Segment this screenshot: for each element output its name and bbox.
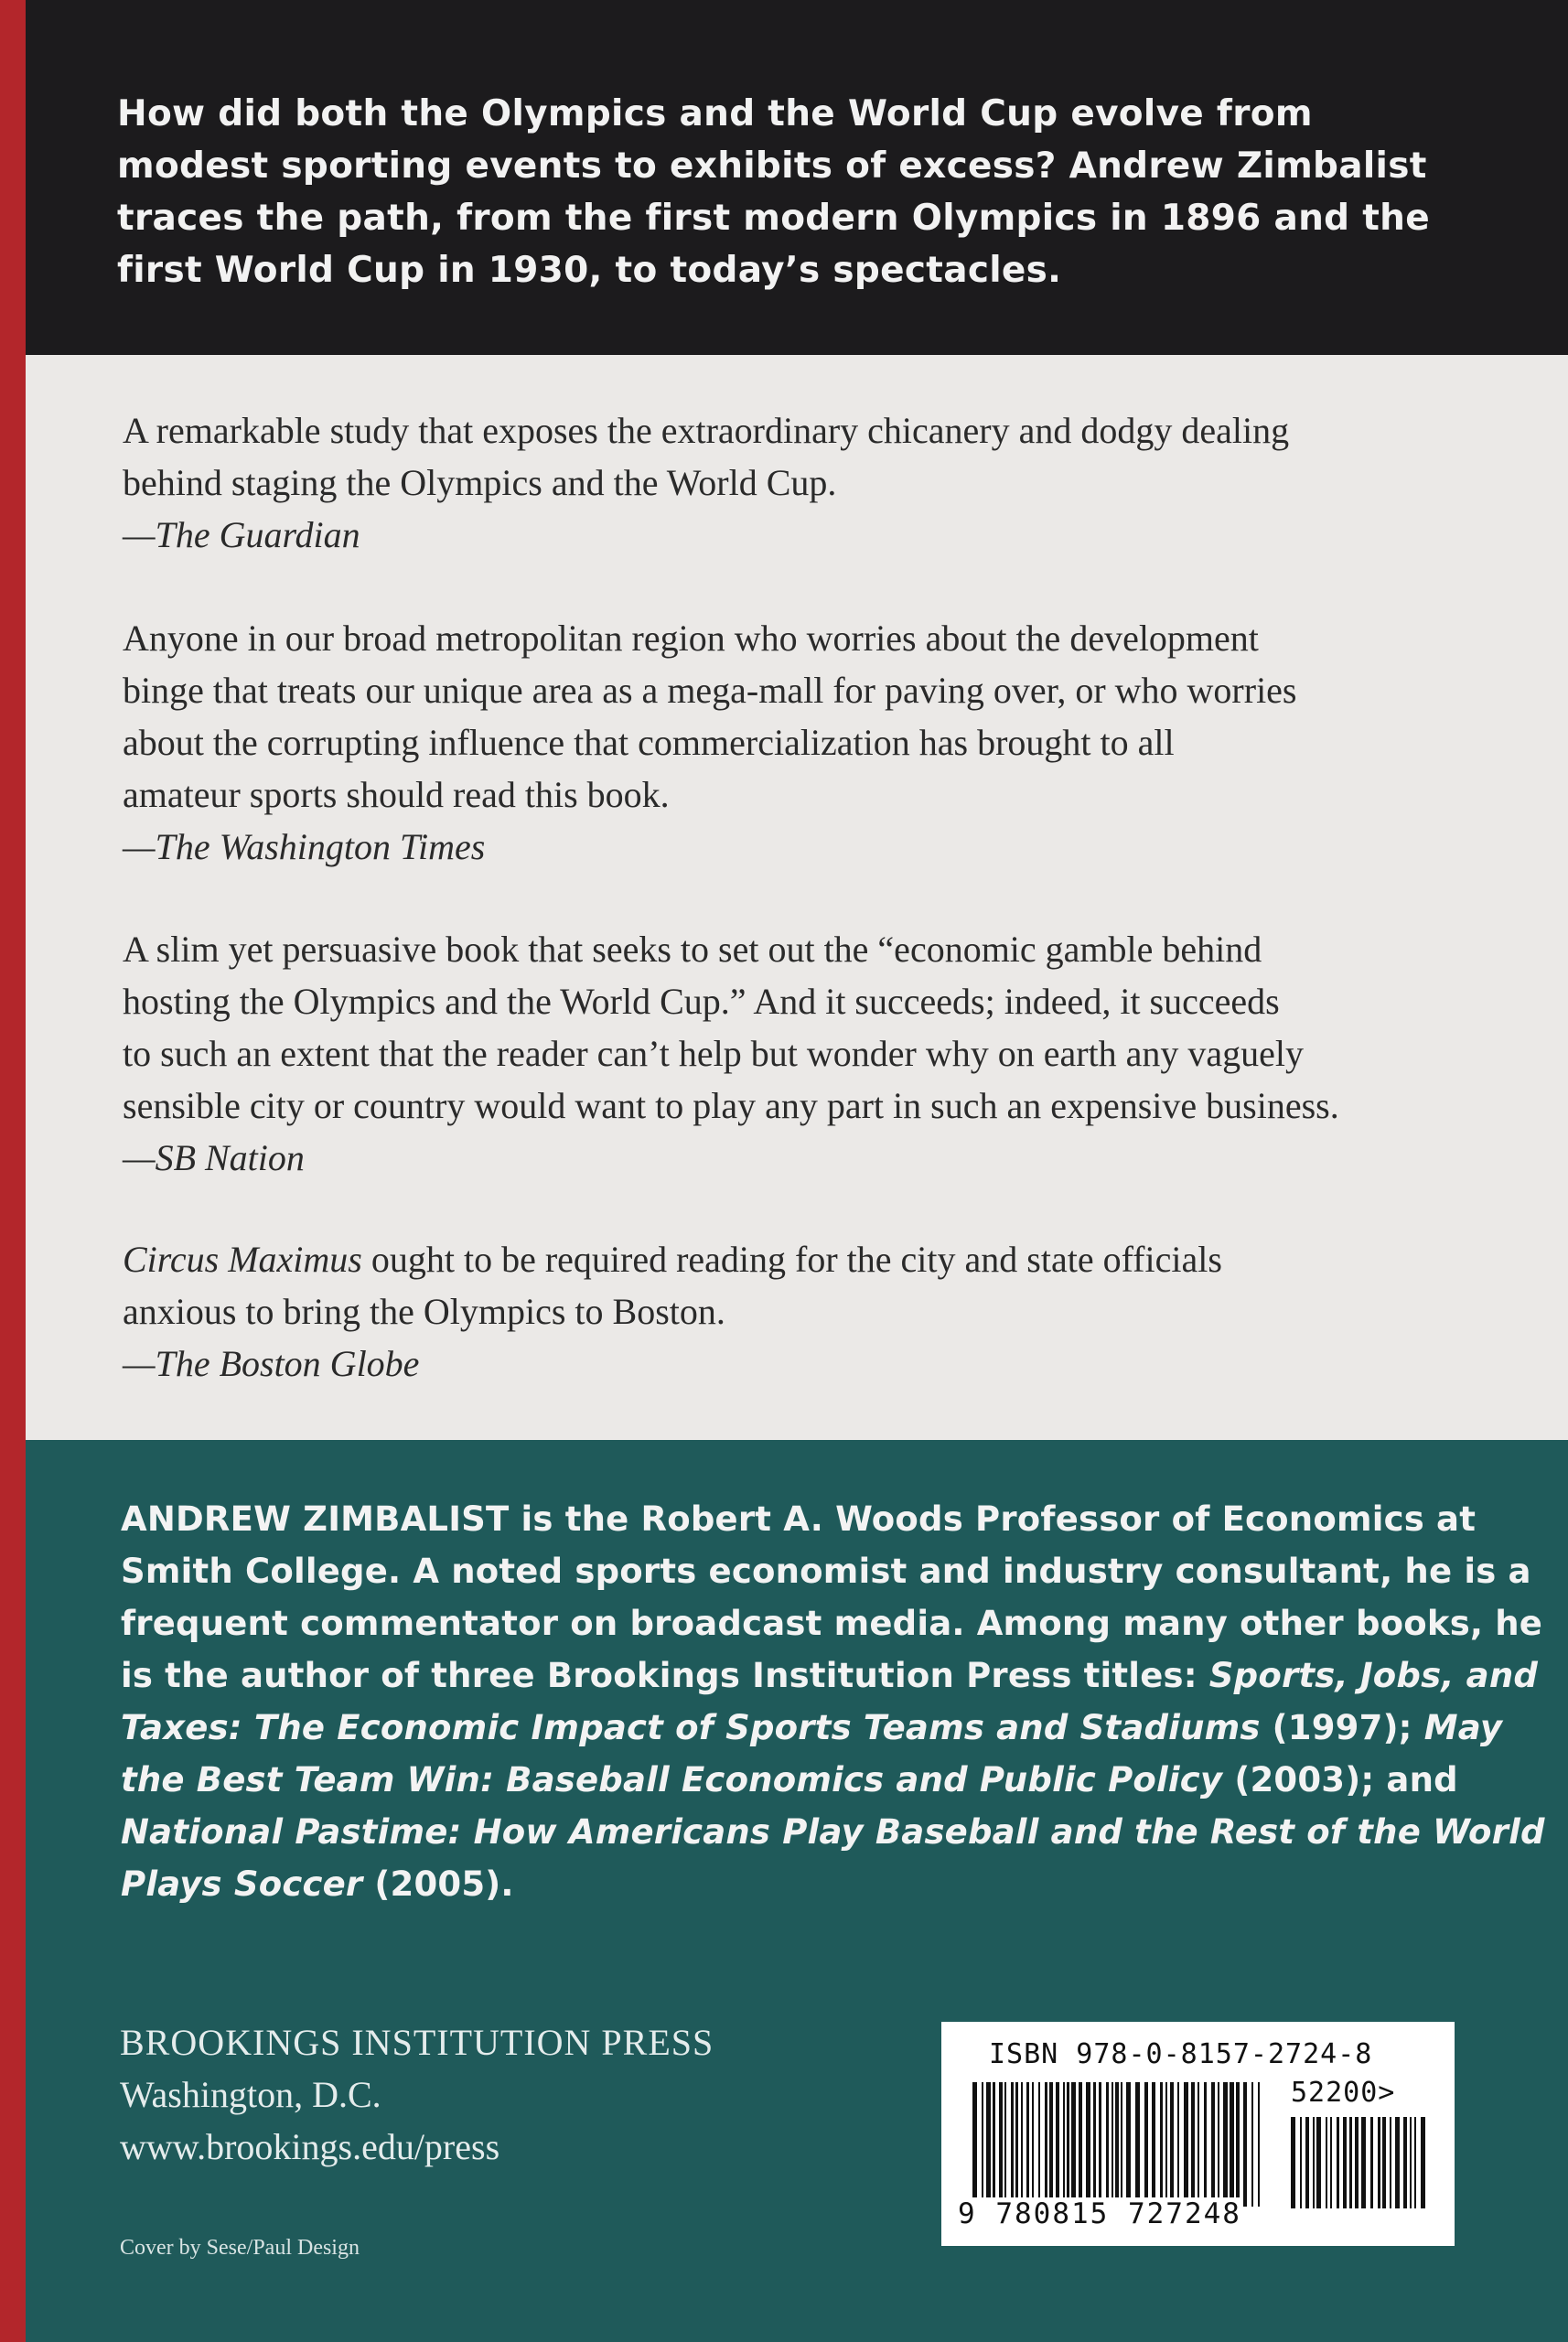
review-text: amateur sports should read this book. <box>123 774 670 815</box>
review-text: sensible city or country would want to play any part in such an expensive business. <box>123 1085 1339 1126</box>
review-source: —The Boston Globe <box>123 1343 420 1384</box>
barcode-bar <box>1236 2082 1240 2207</box>
barcode-bar <box>1243 2082 1247 2207</box>
barcode-bar <box>1230 2082 1234 2207</box>
review-source: —SB Nation <box>123 1137 305 1178</box>
top-blurb-band <box>26 0 1568 355</box>
review-text: hosting the Olympics and the World Cup.” And it succeeds; indeed, it succeeds <box>123 981 1280 1022</box>
barcode-bar <box>1177 2082 1179 2207</box>
barcode-bar <box>1071 2082 1076 2207</box>
review-text: A slim yet persuasive book that seeks to set out the “economic gamble behind <box>123 929 1262 970</box>
barcode-bar <box>1093 2082 1096 2207</box>
barcode-bar <box>1313 2117 1315 2208</box>
bio-text: ANDREW ZIMBALIST is the Robert A. Woods Professor of Economics at Smith College. A noted sports economist and industry consultant, he is a frequent commentator on broadcast media. Among many other books, he is the author of three Brookings Institution Press titles: <box>121 1499 1543 1695</box>
barcode-bar <box>1337 2117 1339 2208</box>
barcode-bar <box>1165 2082 1167 2207</box>
barcode-bar <box>1343 2117 1347 2208</box>
spine-stripe <box>0 0 26 2342</box>
barcode-bar <box>1121 2082 1122 2207</box>
barcode-bar <box>1291 2117 1295 2208</box>
author-bio <box>121 1493 1548 1910</box>
barcode-bar <box>1086 2082 1090 2207</box>
cover-credit: Cover by Sese/Paul Design <box>120 2236 360 2260</box>
publisher-block <box>120 2016 714 2173</box>
barcode-bar <box>1191 2082 1195 2207</box>
barcode-bar <box>1305 2117 1309 2208</box>
barcode-bar <box>1414 2117 1416 2208</box>
barcode-bar <box>1382 2117 1386 2208</box>
barcode-bar <box>1211 2082 1215 2207</box>
barcode-bar <box>1184 2082 1188 2207</box>
barcode-bar <box>1251 2082 1253 2207</box>
barcode-bar <box>1316 2117 1321 2208</box>
review-text: behind staging the Olympics and the World Cup. <box>123 462 837 503</box>
book-title: National Pastime: How Americans Play Baseball and the Rest of the World Plays Soccer <box>121 1812 1545 1904</box>
barcode-bar <box>1349 2117 1352 2208</box>
bio-text: (2005). <box>362 1864 514 1904</box>
publisher-url: www.brookings.edu/press <box>120 2126 500 2167</box>
barcode-bar <box>1361 2117 1366 2208</box>
barcode-bar <box>1330 2117 1332 2208</box>
isbn-barcode <box>941 2022 1455 2246</box>
barcode-bar <box>1258 2082 1260 2207</box>
barcode-bar <box>1378 2117 1380 2208</box>
book-title: May the Best Team Win: Baseball Economics and Public Policy <box>121 1708 1503 1799</box>
review-text: anxious to bring the Olympics to Boston. <box>123 1291 725 1332</box>
barcode-bar <box>1112 2082 1113 2207</box>
publisher-name: BROOKINGS INSTITUTION PRESS <box>120 2022 714 2063</box>
barcode-bar <box>1300 2117 1302 2208</box>
book-title: Circus Maximus <box>123 1239 362 1280</box>
isbn-label: ISBN 978-0-8157-2724-8 <box>989 2038 1373 2070</box>
barcode-bar <box>1011 2082 1014 2207</box>
bio-text: (2003); and <box>1222 1760 1458 1799</box>
barcode-bar <box>1106 2082 1109 2207</box>
bio-text: (1997); <box>1260 1708 1424 1747</box>
top-blurb: How did both the Olympics and the World Cup evolve from modest sporting events to exhibits of excess? Andrew Zimbalist traces the path, from the first modern Olympics in 1896 and the first World Cup in 1930, to today’s spectacles. <box>117 93 1430 291</box>
barcode-bar <box>1403 2117 1407 2208</box>
book-title: Sports, Jobs, and Taxes: The Economic Impact of Sports Teams and Stadiums <box>121 1656 1539 1747</box>
review-quote <box>123 612 1550 873</box>
review-text: Anyone in our broad metropolitan region who worries about the development <box>123 618 1259 659</box>
reviews-band <box>26 355 1568 1440</box>
barcode-bar <box>1395 2117 1400 2208</box>
barcode-bar <box>1049 2082 1053 2207</box>
barcode-bar <box>1160 2082 1163 2207</box>
review-text: to such an extent that the reader can’t help but wonder why on earth any vaguely <box>123 1033 1305 1074</box>
review-text: binge that treats our unique area as a mega-mall for paving over, or who worries <box>123 670 1297 711</box>
barcode-bar <box>1197 2082 1199 2207</box>
review-source: —The Guardian <box>123 514 360 555</box>
barcode-bar <box>1067 2082 1069 2207</box>
review-source: —The Washington Times <box>123 826 486 867</box>
barcode-bar <box>1390 2117 1391 2208</box>
review-quote <box>123 1233 1550 1390</box>
barcode-bar <box>999 2082 1003 2207</box>
barcode-bar <box>1410 2117 1412 2208</box>
barcode-bar <box>1032 2082 1034 2207</box>
addon-barcode-bars <box>1291 2117 1426 2208</box>
barcode-bar <box>1170 2082 1174 2207</box>
barcode-bar <box>1004 2082 1006 2207</box>
barcode-bar <box>1355 2117 1359 2208</box>
barcode-bar <box>1218 2082 1219 2207</box>
barcode-bar <box>1126 2082 1131 2207</box>
review-text: ought to be required reading for the city and state officials <box>361 1239 1222 1280</box>
isbn-digits: 9 780815 727248 <box>958 2197 1241 2230</box>
review-quote <box>123 404 1550 561</box>
main-barcode-bars <box>972 2082 1267 2207</box>
barcode-bar <box>993 2082 995 2207</box>
review-text: about the corrupting influence that commercialization has brought to all <box>123 722 1175 763</box>
review-text: A remarkable study that exposes the extraordinary chicanery and dodgy dealing <box>123 410 1290 451</box>
barcode-bar <box>1015 2082 1018 2207</box>
barcode-bar <box>1056 2082 1059 2207</box>
barcode-bar <box>1152 2082 1155 2207</box>
barcode-bar <box>1144 2082 1148 2207</box>
barcode-bar <box>1063 2082 1065 2207</box>
barcode-bar <box>1045 2082 1047 2207</box>
barcode-bar <box>1021 2082 1023 2207</box>
barcode-bar <box>1370 2117 1373 2208</box>
review-quote <box>123 923 1550 1184</box>
barcode-bar <box>986 2082 991 2207</box>
barcode-bar <box>1326 2117 1327 2208</box>
barcode-bar <box>1115 2082 1119 2207</box>
barcode-bar <box>1135 2082 1140 2207</box>
barcode-bar <box>972 2082 977 2207</box>
barcode-bar <box>1223 2082 1228 2207</box>
barcode-bar <box>1099 2082 1101 2207</box>
author-band <box>26 1440 1568 2342</box>
barcode-bar <box>1421 2117 1425 2208</box>
barcode-bar <box>982 2082 983 2207</box>
barcode-bar <box>1026 2082 1029 2207</box>
barcode-bar <box>1038 2082 1040 2207</box>
price-code: 52200> <box>1291 2077 1396 2109</box>
barcode-bar <box>1079 2082 1082 2207</box>
publisher-city: Washington, D.C. <box>120 2074 381 2115</box>
barcode-bar <box>1204 2082 1207 2207</box>
